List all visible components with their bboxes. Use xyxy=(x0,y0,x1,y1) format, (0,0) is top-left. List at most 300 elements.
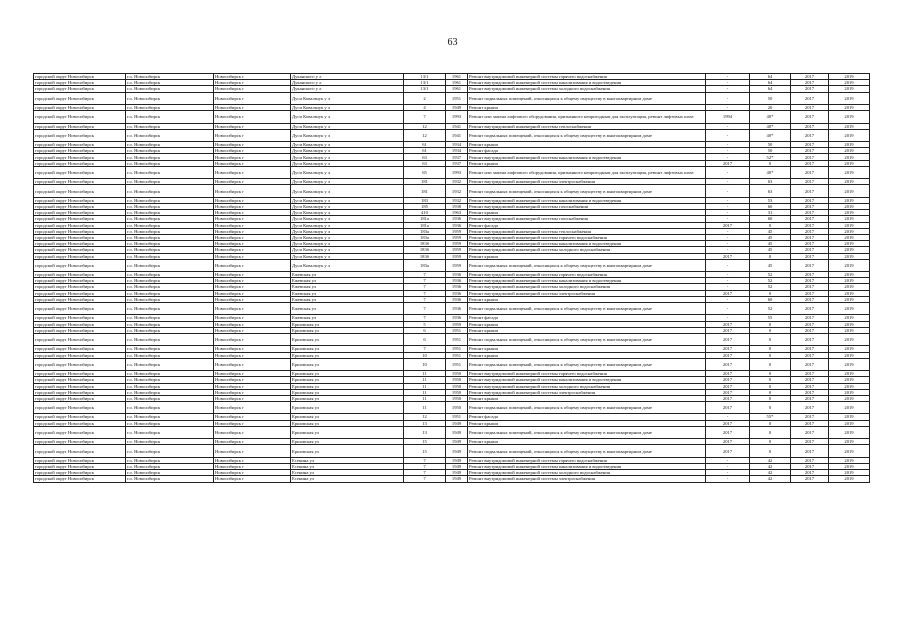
street-cell: Дуси Ковальчук у л xyxy=(291,210,404,216)
district-cell: городской округ Новосибирск xyxy=(34,234,126,240)
street-cell: Ершовская ул xyxy=(291,414,404,420)
plan-end-cell: 2019 xyxy=(829,346,870,352)
wear-percent-cell: 60 xyxy=(750,296,791,302)
completed-year-cell: - xyxy=(706,216,750,222)
plan-start-cell: 2017 xyxy=(791,166,829,178)
work-type-cell: Ремонт внутридомовой инженерной системы электроснабжения xyxy=(468,179,706,185)
completed-year-cell: 2017 xyxy=(706,290,750,296)
street-cell: Ежевская ул xyxy=(291,303,404,315)
district-cell: городской округ Новосибирск xyxy=(34,296,126,302)
wear-percent-cell: 40* xyxy=(750,123,791,129)
plan-start-cell: 2017 xyxy=(791,457,829,463)
plan-start-cell: 2017 xyxy=(791,333,829,345)
district-cell: городской округ Новосибирск xyxy=(34,457,126,463)
settlement-cell: Новосибирск г xyxy=(214,272,291,278)
plan-start-cell: 2017 xyxy=(791,321,829,327)
plan-end-cell: 2019 xyxy=(829,303,870,315)
plan-start-cell: 2017 xyxy=(791,148,829,154)
street-cell: Ершовская ул xyxy=(291,346,404,352)
wear-percent-cell: 31 xyxy=(750,210,791,216)
completed-year-cell: - xyxy=(706,303,750,315)
work-type-cell: Ремонт крыши xyxy=(468,296,706,302)
settlement-cell: Новосибирск г xyxy=(214,278,291,284)
settlement-cell: Новосибирск г xyxy=(214,160,291,166)
plan-start-cell: 2017 xyxy=(791,123,829,129)
district-cell: городской округ Новосибирск xyxy=(34,464,126,470)
completed-year-cell: - xyxy=(706,197,750,203)
plan-start-cell: 2017 xyxy=(791,315,829,321)
city-cell: г.о. Новосибирск xyxy=(126,389,214,395)
street-cell: Есенина ул xyxy=(291,464,404,470)
settlement-cell: Новосибирск г xyxy=(214,352,291,358)
build-year-cell: 1949 xyxy=(446,464,468,470)
build-year-cell: 1932 xyxy=(446,179,468,185)
build-year-cell: 1950 xyxy=(446,389,468,395)
district-cell: городской округ Новосибирск xyxy=(34,80,126,86)
house-number-cell: 181a xyxy=(404,216,446,222)
plan-start-cell: 2017 xyxy=(791,234,829,240)
settlement-cell: Новосибирск г xyxy=(214,234,291,240)
house-number-cell: 7 xyxy=(404,272,446,278)
build-year-cell: 1959 xyxy=(446,241,468,247)
district-cell: городской округ Новосибирск xyxy=(34,166,126,178)
district-cell: городской округ Новосибирск xyxy=(34,179,126,185)
house-number-cell: 13/1 xyxy=(404,74,446,80)
street-cell: Ершовская ул xyxy=(291,389,404,395)
city-cell: г.о. Новосибирск xyxy=(126,303,214,315)
house-number-cell: 183а xyxy=(404,259,446,271)
plan-start-cell: 2017 xyxy=(791,445,829,457)
city-cell: г.о. Новосибирск xyxy=(126,352,214,358)
plan-start-cell: 2017 xyxy=(791,210,829,216)
wear-percent-cell: 0 xyxy=(750,445,791,457)
plan-start-cell: 2017 xyxy=(791,476,829,482)
wear-percent-cell: 0 xyxy=(750,439,791,445)
plan-end-cell: 2019 xyxy=(829,414,870,420)
work-type-cell: Ремонт крыши xyxy=(468,160,706,166)
wear-percent-cell: 0 xyxy=(750,358,791,370)
house-number-cell: 7 xyxy=(404,315,446,321)
table-row xyxy=(34,445,870,457)
district-cell: городской округ Новосибирск xyxy=(34,241,126,247)
completed-year-cell: 2017 xyxy=(706,439,750,445)
completed-year-cell: - xyxy=(706,234,750,240)
plan-start-cell: 2017 xyxy=(791,222,829,228)
wear-percent-cell: 63 xyxy=(750,179,791,185)
work-type-cell: Ремонт крыши xyxy=(468,420,706,426)
street-cell: Дуси Ковальчук у л xyxy=(291,154,404,160)
street-cell: Ершовская ул xyxy=(291,321,404,327)
wear-percent-cell: 0 xyxy=(750,160,791,166)
district-cell: городской округ Новосибирск xyxy=(34,216,126,222)
settlement-cell: Новосибирск г xyxy=(214,154,291,160)
plan-start-cell: 2017 xyxy=(791,241,829,247)
house-number-cell: 181 xyxy=(404,185,446,197)
city-cell: г.о. Новосибирск xyxy=(126,142,214,148)
house-number-cell: 6 xyxy=(404,333,446,345)
build-year-cell: 1961 xyxy=(446,74,468,80)
city-cell: г.о. Новосибирск xyxy=(126,154,214,160)
district-cell: городской округ Новосибирск xyxy=(34,315,126,321)
settlement-cell: Новосибирск г xyxy=(214,395,291,401)
plan-end-cell: 2019 xyxy=(829,420,870,426)
build-year-cell: 1951 xyxy=(446,327,468,333)
plan-start-cell: 2017 xyxy=(791,389,829,395)
plan-start-cell: 2017 xyxy=(791,278,829,284)
completed-year-cell: - xyxy=(706,80,750,86)
wear-percent-cell: 64 xyxy=(750,74,791,80)
plan-start-cell: 2017 xyxy=(791,185,829,197)
build-year-cell: 1951 xyxy=(446,333,468,345)
district-cell: городской округ Новосибирск xyxy=(34,445,126,457)
house-number-cell: 13/1 xyxy=(404,86,446,92)
plan-end-cell: 2019 xyxy=(829,284,870,290)
completed-year-cell: - xyxy=(706,74,750,80)
plan-end-cell: 2019 xyxy=(829,395,870,401)
work-type-cell: Ремонт внутридомовой инженерной системы горячего водоснабжения xyxy=(468,74,706,80)
street-cell: Есенина ул xyxy=(291,457,404,463)
district-cell: городской округ Новосибирск xyxy=(34,272,126,278)
completed-year-cell: - xyxy=(706,470,750,476)
district-cell: городской округ Новосибирск xyxy=(34,278,126,284)
completed-year-cell: - xyxy=(706,142,750,148)
settlement-cell: Новосибирск г xyxy=(214,333,291,345)
build-year-cell: 1951 xyxy=(446,414,468,420)
plan-start-cell: 2017 xyxy=(791,426,829,438)
city-cell: г.о. Новосибирск xyxy=(126,315,214,321)
street-cell: Ежевская ул xyxy=(291,290,404,296)
house-number-cell: 11 xyxy=(404,389,446,395)
city-cell: г.о. Новосибирск xyxy=(126,166,214,178)
work-type-cell: Ремонт внутридомовой инженерной системы канализования и водоотведения xyxy=(468,197,706,203)
work-type-cell: Ремонт фасада xyxy=(468,148,706,154)
completed-year-cell: 2017 xyxy=(706,402,750,414)
settlement-cell: Новосибирск г xyxy=(214,327,291,333)
city-cell: г.о. Новосибирск xyxy=(126,210,214,216)
district-cell: городской округ Новосибирск xyxy=(34,439,126,445)
build-year-cell: 1950 xyxy=(446,377,468,383)
district-cell: городской округ Новосибирск xyxy=(34,420,126,426)
build-year-cell: 1949 xyxy=(446,104,468,110)
city-cell: г.о. Новосибирск xyxy=(126,470,214,476)
settlement-cell: Новосибирск г xyxy=(214,204,291,210)
settlement-cell: Новосибирск г xyxy=(214,228,291,234)
plan-end-cell: 2019 xyxy=(829,321,870,327)
wear-percent-cell: 0 xyxy=(750,420,791,426)
plan-start-cell: 2017 xyxy=(791,74,829,80)
district-cell: городской округ Новосибирск xyxy=(34,104,126,110)
build-year-cell: 1936 xyxy=(446,303,468,315)
build-year-cell: 1936 xyxy=(446,315,468,321)
street-cell: Ершовская ул xyxy=(291,327,404,333)
work-type-cell: Ремонт подвальных помещений, относящихся к общему имуществу в многоквартирном доме xyxy=(468,426,706,438)
plan-start-cell: 2017 xyxy=(791,303,829,315)
work-type-cell: Ремонт крыши xyxy=(468,352,706,358)
wear-percent-cell: 20 xyxy=(750,104,791,110)
wear-percent-cell: 42 xyxy=(750,470,791,476)
build-year-cell: 1949 xyxy=(446,426,468,438)
completed-year-cell: - xyxy=(706,204,750,210)
house-number-cell: 12 xyxy=(404,414,446,420)
street-cell: Ежевская ул xyxy=(291,272,404,278)
house-number-cell: 183б xyxy=(404,241,446,247)
house-number-cell: 181a xyxy=(404,222,446,228)
street-cell: Дуси Ковальчук у л xyxy=(291,259,404,271)
wear-percent-cell: 42 xyxy=(750,457,791,463)
plan-end-cell: 2019 xyxy=(829,352,870,358)
wear-percent-cell: 0 xyxy=(750,346,791,352)
capital-repair-table xyxy=(33,73,870,483)
work-type-cell: Ремонт подвальных помещений, относящихся к общему имуществу в многоквартирном доме xyxy=(468,92,706,104)
house-number-cell: 185 xyxy=(404,204,446,210)
plan-start-cell: 2017 xyxy=(791,197,829,203)
city-cell: г.о. Новосибирск xyxy=(126,358,214,370)
wear-percent-cell: 55* xyxy=(750,414,791,420)
city-cell: г.о. Новосибирск xyxy=(126,420,214,426)
completed-year-cell: - xyxy=(706,104,750,110)
build-year-cell: 1959 xyxy=(446,259,468,271)
wear-percent-cell: 52 xyxy=(750,284,791,290)
build-year-cell: 1937 xyxy=(446,160,468,166)
house-number-cell: 7 xyxy=(404,290,446,296)
street-cell: Ежевская ул xyxy=(291,284,404,290)
settlement-cell: Новосибирск г xyxy=(214,389,291,395)
settlement-cell: Новосибирск г xyxy=(214,321,291,327)
settlement-cell: Новосибирск г xyxy=(214,358,291,370)
wear-percent-cell: 42 xyxy=(750,476,791,482)
wear-percent-cell: 42 xyxy=(750,464,791,470)
plan-start-cell: 2017 xyxy=(791,414,829,420)
plan-start-cell: 2017 xyxy=(791,358,829,370)
district-cell: городской округ Новосибирск xyxy=(34,402,126,414)
street-cell: Дуси Ковальчук у л xyxy=(291,228,404,234)
city-cell: г.о. Новосибирск xyxy=(126,284,214,290)
plan-end-cell: 2019 xyxy=(829,123,870,129)
work-type-cell: Ремонт внутридомовой инженерной системы горячего водоснабжения xyxy=(468,234,706,240)
house-number-cell: 2 xyxy=(404,92,446,104)
settlement-cell: Новосибирск г xyxy=(214,216,291,222)
work-type-cell: Ремонт внутридомовой инженерной системы теплоснабжения xyxy=(468,123,706,129)
plan-start-cell: 2017 xyxy=(791,179,829,185)
plan-end-cell: 2019 xyxy=(829,228,870,234)
city-cell: г.о. Новосибирск xyxy=(126,247,214,253)
plan-start-cell: 2017 xyxy=(791,402,829,414)
settlement-cell: Новосибирск г xyxy=(214,457,291,463)
settlement-cell: Новосибирск г xyxy=(214,284,291,290)
plan-start-cell: 2017 xyxy=(791,420,829,426)
street-cell: Ершовская ул xyxy=(291,402,404,414)
plan-start-cell: 2017 xyxy=(791,204,829,210)
settlement-cell: Новосибирск г xyxy=(214,470,291,476)
plan-end-cell: 2019 xyxy=(829,142,870,148)
work-type-cell: Ремонт внутридомовой инженерной системы холодного водоснабжения xyxy=(468,470,706,476)
build-year-cell: 1949 xyxy=(446,420,468,426)
wear-percent-cell: 40* xyxy=(750,166,791,178)
wear-percent-cell: 0 xyxy=(750,389,791,395)
street-cell: Дуси Ковальчук у л xyxy=(291,185,404,197)
house-number-cell: 7 xyxy=(404,111,446,123)
city-cell: г.о. Новосибирск xyxy=(126,395,214,401)
settlement-cell: Новосибирск г xyxy=(214,179,291,185)
house-number-cell: 183a xyxy=(404,228,446,234)
work-type-cell: Ремонт подвальных помещений, относящихся к общему имуществу в многоквартирном доме xyxy=(468,445,706,457)
plan-start-cell: 2017 xyxy=(791,284,829,290)
city-cell: г.о. Новосибирск xyxy=(126,241,214,247)
build-year-cell: 1934 xyxy=(446,148,468,154)
plan-start-cell: 2017 xyxy=(791,464,829,470)
house-number-cell: 10 xyxy=(404,358,446,370)
wear-percent-cell: 0 xyxy=(750,377,791,383)
district-cell: городской округ Новосибирск xyxy=(34,247,126,253)
street-cell: Дуси Ковальчук у л xyxy=(291,179,404,185)
district-cell: городской округ Новосибирск xyxy=(34,389,126,395)
completed-year-cell: 2017 xyxy=(706,445,750,457)
build-year-cell: 1963 xyxy=(446,210,468,216)
wear-percent-cell: 0 xyxy=(750,383,791,389)
house-number-cell: 12 xyxy=(404,123,446,129)
completed-year-cell: - xyxy=(706,86,750,92)
table-row xyxy=(34,358,870,370)
build-year-cell: 1959 xyxy=(446,253,468,259)
district-cell: городской округ Новосибирск xyxy=(34,333,126,345)
completed-year-cell: 2017 xyxy=(706,346,750,352)
wear-percent-cell: 45 xyxy=(750,228,791,234)
street-cell: Дуси Ковальчук у л xyxy=(291,104,404,110)
completed-year-cell: - xyxy=(706,210,750,216)
city-cell: г.о. Новосибирск xyxy=(126,457,214,463)
build-year-cell: 1993 xyxy=(446,166,468,178)
build-year-cell: 1932 xyxy=(446,197,468,203)
plan-end-cell: 2019 xyxy=(829,210,870,216)
wear-percent-cell: 53 xyxy=(750,197,791,203)
house-number-cell: 4 xyxy=(404,104,446,110)
work-type-cell: Ремонт подвальных помещений, относящихся к общему имуществу в многоквартирном доме xyxy=(468,358,706,370)
settlement-cell: Новосибирск г xyxy=(214,414,291,420)
build-year-cell: 1949 xyxy=(446,476,468,482)
plan-end-cell: 2019 xyxy=(829,377,870,383)
plan-end-cell: 2019 xyxy=(829,111,870,123)
city-cell: г.о. Новосибирск xyxy=(126,333,214,345)
completed-year-cell: 2017 xyxy=(706,333,750,345)
settlement-cell: Новосибирск г xyxy=(214,464,291,470)
table-row xyxy=(34,402,870,414)
plan-start-cell: 2017 xyxy=(791,86,829,92)
city-cell: г.о. Новосибирск xyxy=(126,92,214,104)
plan-end-cell: 2019 xyxy=(829,402,870,414)
settlement-cell: Новосибирск г xyxy=(214,210,291,216)
street-cell: Ершовская ул xyxy=(291,383,404,389)
plan-start-cell: 2017 xyxy=(791,470,829,476)
completed-year-cell: - xyxy=(706,278,750,284)
plan-start-cell: 2017 xyxy=(791,296,829,302)
wear-percent-cell: 45 xyxy=(750,234,791,240)
build-year-cell: 1936 xyxy=(446,290,468,296)
work-type-cell: Ремонт внутридомовой инженерной системы холодного водоснабжения xyxy=(468,284,706,290)
build-year-cell: 1937 xyxy=(446,154,468,160)
plan-start-cell: 2017 xyxy=(791,383,829,389)
city-cell: г.о. Новосибирск xyxy=(126,86,214,92)
completed-year-cell: 2017 xyxy=(706,420,750,426)
plan-end-cell: 2019 xyxy=(829,259,870,271)
completed-year-cell: - xyxy=(706,166,750,178)
build-year-cell: 1961 xyxy=(446,86,468,92)
plan-start-cell: 2017 xyxy=(791,80,829,86)
house-number-cell: 13/1 xyxy=(404,80,446,86)
house-number-cell: 181 xyxy=(404,179,446,185)
settlement-cell: Новосибирск г xyxy=(214,290,291,296)
build-year-cell: 1951 xyxy=(446,92,468,104)
city-cell: г.о. Новосибирск xyxy=(126,426,214,438)
completed-year-cell: 2017 xyxy=(706,395,750,401)
completed-year-cell: 2017 xyxy=(706,389,750,395)
work-type-cell: Ремонт подвальных помещений, относящихся к общему имуществу в многоквартирном доме xyxy=(468,402,706,414)
wear-percent-cell: 64 xyxy=(750,80,791,86)
house-number-cell: 15 xyxy=(404,439,446,445)
plan-start-cell: 2017 xyxy=(791,346,829,352)
completed-year-cell: 2017 xyxy=(706,327,750,333)
wear-percent-cell: 55 xyxy=(750,315,791,321)
plan-end-cell: 2019 xyxy=(829,383,870,389)
plan-end-cell: 2019 xyxy=(829,241,870,247)
house-number-cell: 11 xyxy=(404,402,446,414)
wear-percent-cell: 0 xyxy=(750,395,791,401)
city-cell: г.о. Новосибирск xyxy=(126,327,214,333)
wear-percent-cell: 0 xyxy=(750,371,791,377)
work-type-cell: Ремонт фасада xyxy=(468,222,706,228)
city-cell: г.о. Новосибирск xyxy=(126,123,214,129)
work-type-cell: Ремонт подвальных помещений, относящихся к общему имуществу в многоквартирном доме xyxy=(468,303,706,315)
work-type-cell: Ремонт крыши xyxy=(468,104,706,110)
house-number-cell: 13 xyxy=(404,420,446,426)
settlement-cell: Новосибирск г xyxy=(214,259,291,271)
house-number-cell: 11 xyxy=(404,395,446,401)
build-year-cell: 1950 xyxy=(446,402,468,414)
street-cell: Ершовская ул xyxy=(291,358,404,370)
work-type-cell: Ремонт крыши xyxy=(468,142,706,148)
work-type-cell: Ремонт внутридомовой инженерной системы холодного водоснабжения xyxy=(468,383,706,389)
build-year-cell: 1936 xyxy=(446,284,468,290)
city-cell: г.о. Новосибирск xyxy=(126,222,214,228)
house-number-cell: 7 xyxy=(404,457,446,463)
wear-percent-cell: 0 xyxy=(750,333,791,345)
wear-percent-cell: 40* xyxy=(750,111,791,123)
settlement-cell: Новосибирск г xyxy=(214,86,291,92)
work-type-cell: Ремонт крыши xyxy=(468,253,706,259)
completed-year-cell: - xyxy=(706,179,750,185)
settlement-cell: Новосибирск г xyxy=(214,129,291,141)
wear-percent-cell: 45 xyxy=(750,241,791,247)
build-year-cell: 1951 xyxy=(446,358,468,370)
plan-end-cell: 2019 xyxy=(829,234,870,240)
district-cell: городской округ Новосибирск xyxy=(34,185,126,197)
plan-start-cell: 2017 xyxy=(791,272,829,278)
plan-start-cell: 2017 xyxy=(791,352,829,358)
street-cell: Дуси Ковальчук у л xyxy=(291,234,404,240)
settlement-cell: Новосибирск г xyxy=(214,303,291,315)
city-cell: г.о. Новосибирск xyxy=(126,296,214,302)
plan-end-cell: 2019 xyxy=(829,74,870,80)
house-number-cell: 61 xyxy=(404,142,446,148)
completed-year-cell: 2017 xyxy=(706,321,750,327)
plan-end-cell: 2019 xyxy=(829,204,870,210)
house-number-cell: 7 xyxy=(404,346,446,352)
plan-end-cell: 2019 xyxy=(829,457,870,463)
house-number-cell: 11 xyxy=(404,377,446,383)
district-cell: городской округ Новосибирск xyxy=(34,129,126,141)
wear-percent-cell: 50 xyxy=(750,142,791,148)
street-cell: Дуси Ковальчук у л xyxy=(291,216,404,222)
completed-year-cell: 2017 xyxy=(706,383,750,389)
